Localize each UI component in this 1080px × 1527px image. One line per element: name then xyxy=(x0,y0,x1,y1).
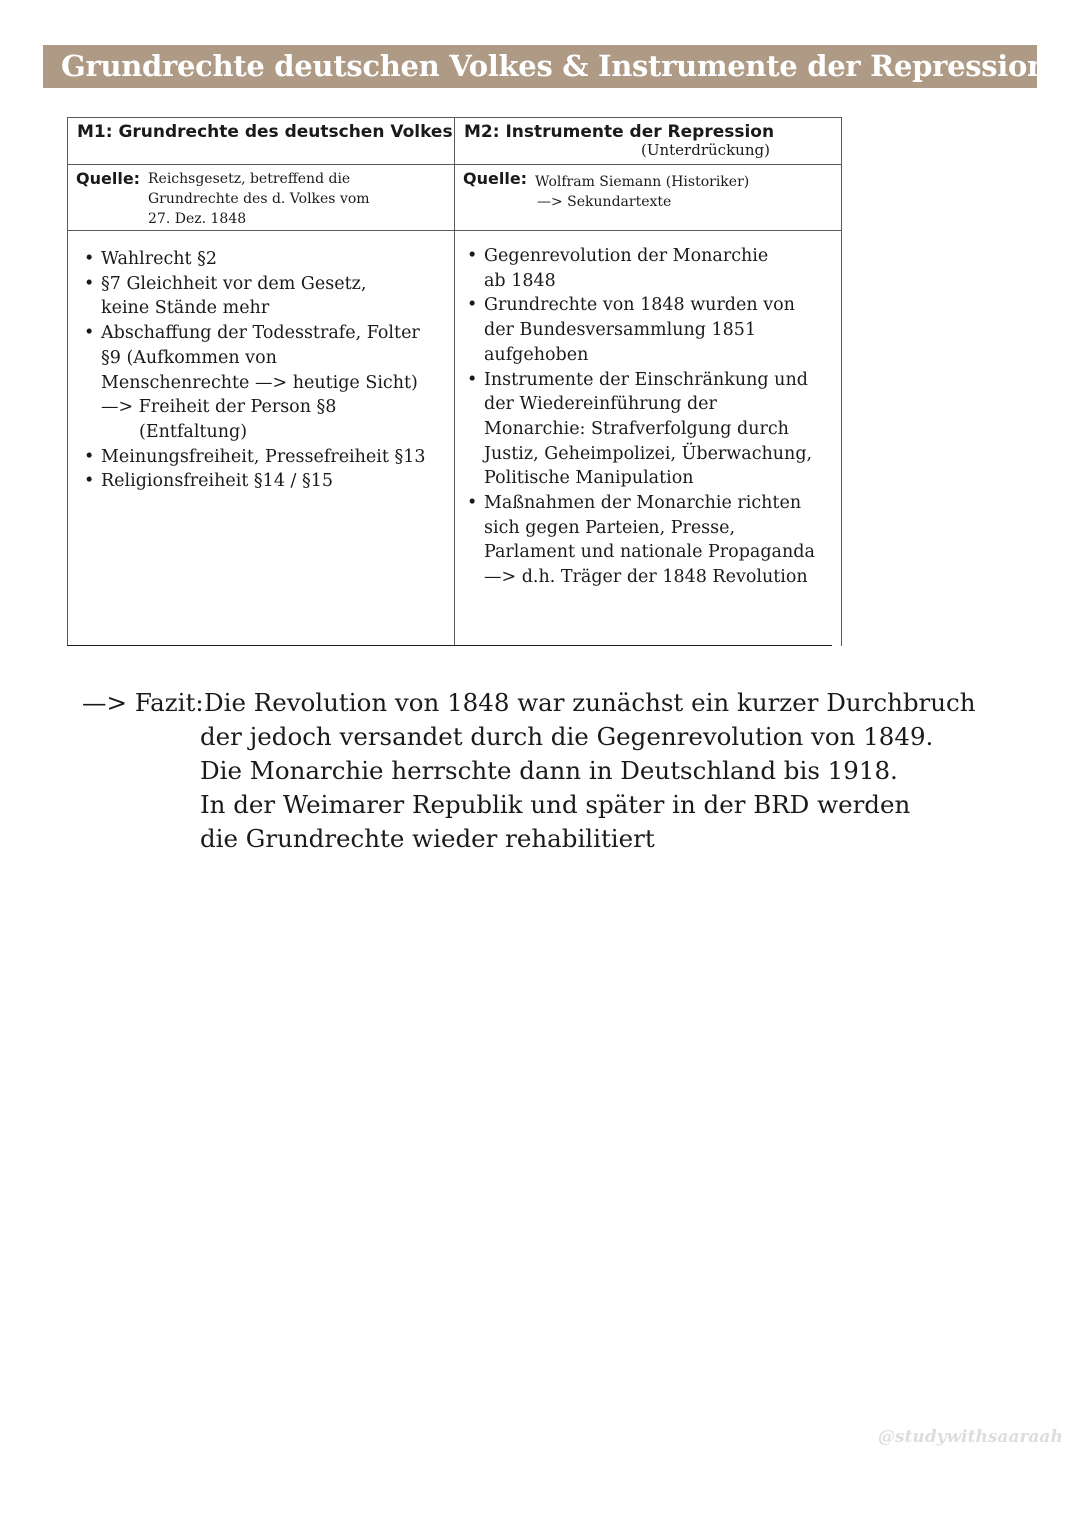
list-item xyxy=(84,321,448,445)
table-bottom-rule xyxy=(67,645,832,646)
list-item-line: §9 (Aufkommen von xyxy=(101,347,277,368)
list-item-line: • Instrumente der Einschränkung und xyxy=(484,369,808,390)
m1-source-line: Grundrechte des d. Volkes vom xyxy=(148,191,370,207)
list-item xyxy=(467,491,835,590)
page-title: Grundrechte deutschen Volkes & Instrumente der Repression xyxy=(61,49,1048,83)
list-item-line: Menschenrechte —> heutige Sicht) xyxy=(101,372,418,393)
fazit-label: —> Fazit: xyxy=(82,688,204,717)
m2-source-label: Quelle: xyxy=(463,169,528,188)
m2-header-sub: (Unterdrückung) xyxy=(641,141,770,159)
watermark: @studywithsaaraah xyxy=(878,1427,1063,1447)
comparison-table-wrap xyxy=(67,117,841,646)
list-item-line: Politische Manipulation xyxy=(484,468,694,489)
list-item-line: der Bundesversammlung 1851 xyxy=(484,320,757,341)
m2-source-text xyxy=(535,169,749,212)
title-bar xyxy=(43,45,1048,88)
list-item xyxy=(84,445,448,470)
fazit-line: Die Monarchie herrschte dann in Deutschland bis 1918. xyxy=(200,756,898,785)
list-item-line: • Wahlrecht §2 xyxy=(101,249,218,269)
list-item xyxy=(84,247,448,272)
list-item-line: keine Stände mehr xyxy=(101,298,270,319)
fazit-text xyxy=(200,686,976,856)
m2-header-cell xyxy=(455,118,842,165)
list-item xyxy=(467,293,835,367)
list-item-line: aufgehoben xyxy=(484,344,589,365)
list-item-line: der Wiedereinführung der xyxy=(484,394,717,415)
list-item-line: • Maßnahmen der Monarchie richten xyxy=(484,493,802,514)
list-item xyxy=(84,469,448,494)
list-item-line: —> Freiheit der Person §8 xyxy=(101,397,337,418)
list-item-line: • Religionsfreiheit §14 / §15 xyxy=(101,471,333,492)
table-header-row xyxy=(68,118,842,165)
list-item-line: • §7 Gleichheit vor dem Gesetz, xyxy=(101,273,367,294)
m1-source-label: Quelle: xyxy=(76,169,141,188)
m2-header: M2: Instrumente der Repression xyxy=(464,122,775,142)
list-item-line: • Grundrechte von 1848 wurden von xyxy=(484,295,795,316)
m1-source-cell xyxy=(68,165,455,231)
list-item-line: ab 1848 xyxy=(484,270,556,291)
m2-source-line: Wolfram Siemann (Historiker) xyxy=(535,174,750,190)
m1-header: M1: Grundrechte des deutschen Volkes xyxy=(77,122,453,142)
m2-source-line: —> Sekundartexte xyxy=(537,194,672,210)
list-item xyxy=(84,272,448,321)
fazit-line: die Grundrechte wieder rehabilitiert xyxy=(200,824,655,853)
m2-bullet-list xyxy=(455,231,841,590)
list-item xyxy=(467,244,835,293)
m1-source-text xyxy=(148,169,370,229)
m1-source-line: Reichsgesetz, betreffend die xyxy=(148,171,351,187)
list-item-line: • Abschaffung der Todesstrafe, Folter xyxy=(101,323,420,344)
list-item-line: (Entfaltung) xyxy=(139,421,248,442)
list-item-line: • Meinungsfreiheit, Pressefreiheit §13 xyxy=(101,446,426,467)
table-content-row xyxy=(68,231,842,647)
list-item-line: Justiz, Geheimpolizei, Überwachung, xyxy=(484,443,813,464)
m1-header-cell xyxy=(68,118,455,165)
list-item xyxy=(467,368,835,492)
fazit-line: der jedoch versandet durch die Gegenrevolution von 1849. xyxy=(200,722,934,751)
m2-source-cell xyxy=(455,165,842,231)
table-source-row xyxy=(68,165,842,231)
fazit-line: Die Revolution von 1848 war zunächst ein kurzer Durchbruch xyxy=(204,688,976,717)
m1-bullet-list xyxy=(68,231,454,494)
m2-content-cell xyxy=(455,231,842,647)
list-item-line: Monarchie: Strafverfolgung durch xyxy=(484,418,789,439)
m1-content-cell xyxy=(68,231,455,647)
comparison-table xyxy=(67,117,842,646)
fazit-section xyxy=(82,686,976,856)
m1-source-line: 27. Dez. 1848 xyxy=(148,211,247,227)
list-item-line: —> d.h. Träger der 1848 Revolution xyxy=(484,567,808,588)
list-item-line: • Gegenrevolution der Monarchie xyxy=(484,246,769,266)
list-item-line: Parlament und nationale Propaganda xyxy=(484,542,815,563)
list-item-line: sich gegen Parteien, Presse, xyxy=(484,517,736,538)
fazit-line: In der Weimarer Republik und später in der BRD werden xyxy=(200,790,911,819)
